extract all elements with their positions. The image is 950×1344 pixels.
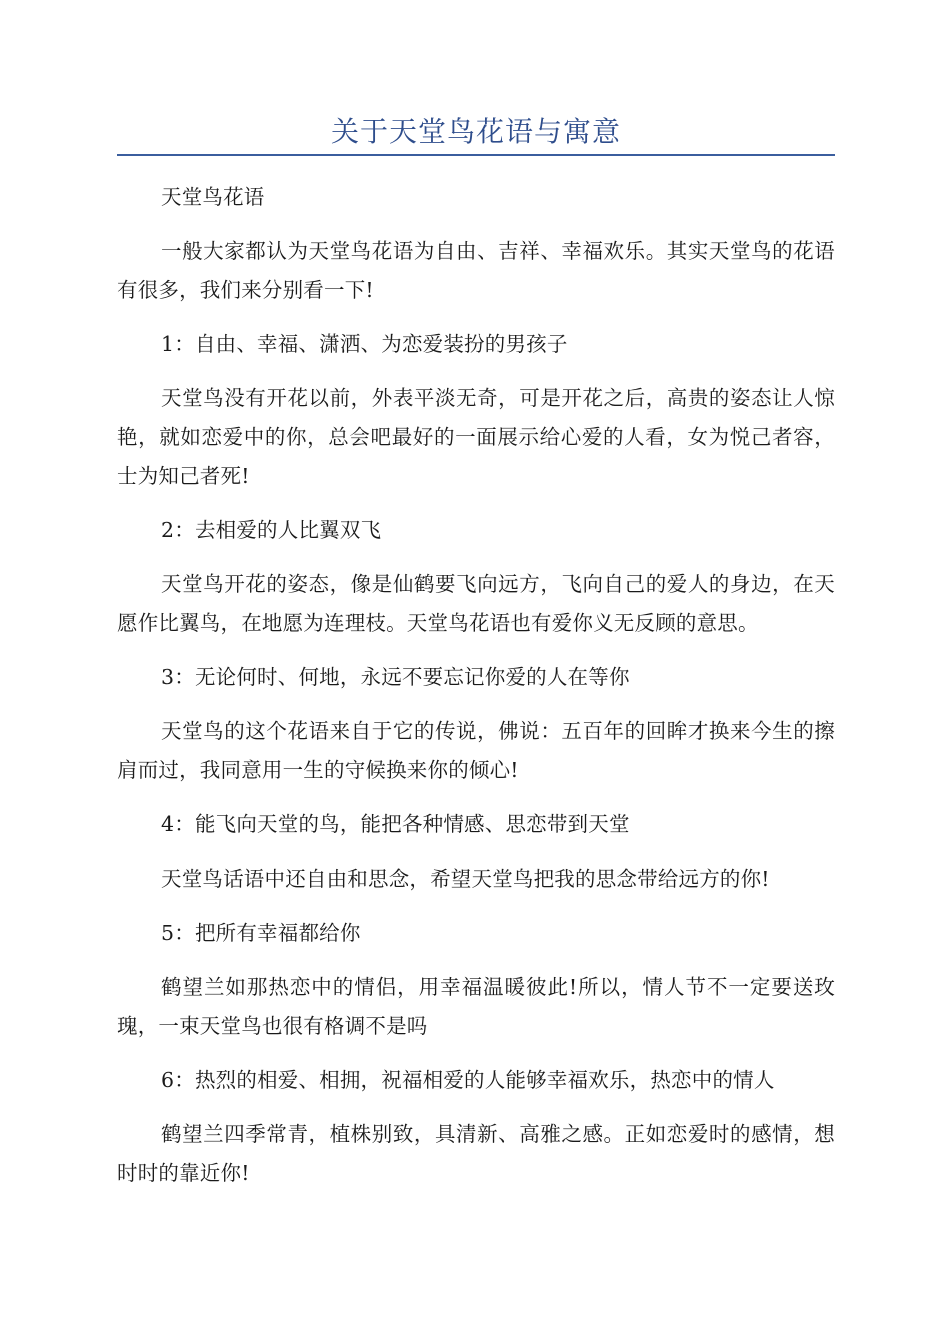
document-title: 关于天堂鸟花语与寓意 xyxy=(330,115,621,148)
document-body xyxy=(117,178,835,1208)
title-underline xyxy=(117,154,835,156)
paragraph: 一般大家都认为天堂鸟花语为自由、吉祥、幸福欢乐。其实天堂鸟的花语有很多，我们来分别看一下! xyxy=(117,239,835,302)
paragraph-point-1: 1：自由、幸福、潇洒、为恋爱装扮的男孩子 xyxy=(161,332,568,357)
paragraph: 天堂鸟没有开花以前，外表平淡无奇，可是开花之后，高贵的姿态让人惊艳，就如恋爱中的你，总会吧最好的一面展示给心爱的人看，女为悦己者容，士为知己者死! xyxy=(117,386,835,488)
paragraph: 天堂鸟话语中还自由和思念，希望天堂鸟把我的思念带给远方的你! xyxy=(161,866,770,891)
paragraph-point-4: 4：能飞向天堂的鸟，能把各种情感、思恋带到天堂 xyxy=(161,812,630,837)
paragraph-point-3: 3：无论何时、何地，永远不要忘记你爱的人在等你 xyxy=(161,665,630,690)
paragraph-point-6: 6：热烈的相爱、相拥，祝福相爱的人能够幸福欢乐，热恋中的情人 xyxy=(161,1067,775,1092)
paragraph: 天堂鸟的这个花语来自于它的传说，佛说：五百年的回眸才换来今生的擦肩而过，我同意用一生的守候换来你的倾心! xyxy=(117,719,835,782)
paragraph: 鹤望兰如那热恋中的情侣，用幸福温暖彼此!所以，情人节不一定要送玫瑰，一束天堂鸟也很有格调不是吗 xyxy=(117,975,835,1038)
paragraph-point-5: 5：把所有幸福都给你 xyxy=(161,920,361,945)
paragraph: 鹤望兰四季常青，植株别致，具清新、高雅之感。正如恋爱时的感情，想时时的靠近你! xyxy=(117,1122,835,1185)
paragraph-point-2: 2：去相爱的人比翼双飞 xyxy=(161,517,382,542)
paragraph: 天堂鸟开花的姿态，像是仙鹤要飞向远方，飞向自己的爱人的身边，在天愿作比翼鸟，在地愿为连理枝。天堂鸟花语也有爱你义无反顾的意思。 xyxy=(117,572,835,635)
paragraph-heading: 天堂鸟花语 xyxy=(161,185,265,209)
